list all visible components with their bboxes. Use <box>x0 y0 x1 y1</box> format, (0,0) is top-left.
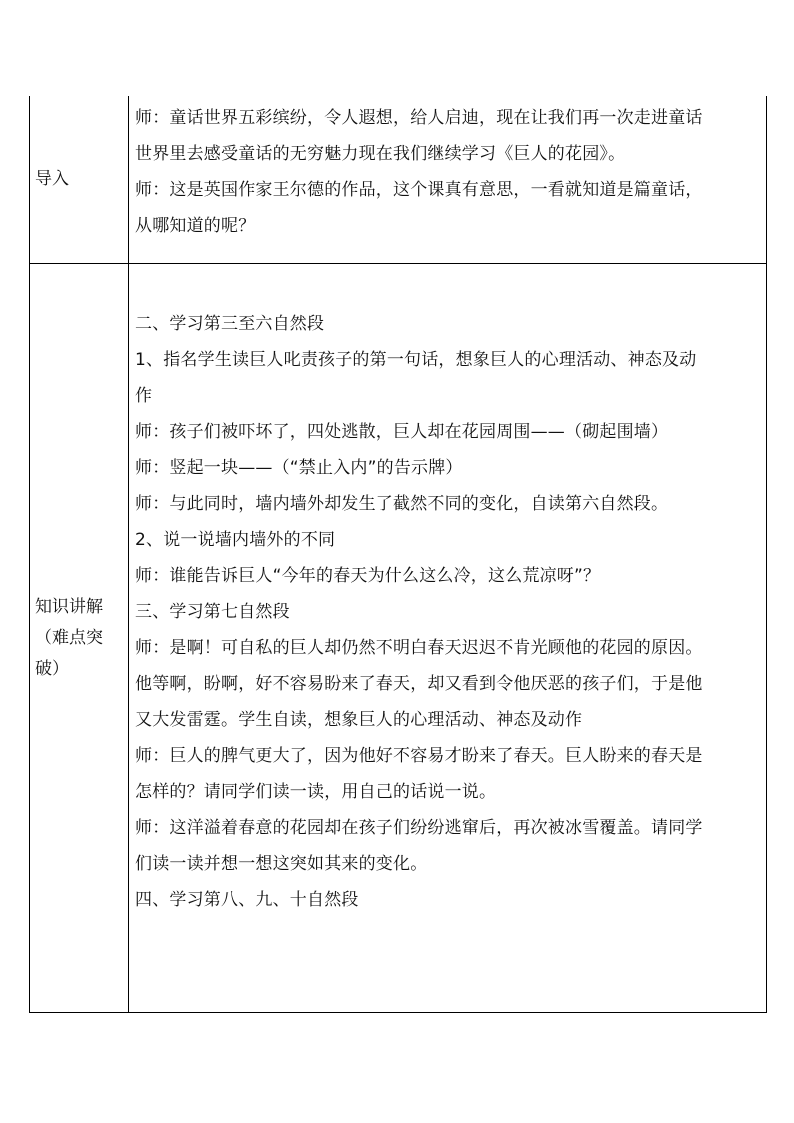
knowledge-content-cell <box>129 264 766 1012</box>
knowledge-line: 三、学习第七自然段 <box>135 602 290 622</box>
knowledge-label-cell <box>30 264 129 1012</box>
knowledge-row <box>30 263 766 1012</box>
knowledge-line: 们读一读并想一想这突如其来的变化。 <box>135 854 428 874</box>
intro-line: 师：这是英国作家王尔德的作品，这个课真有意思，一看就知道是篇童话， <box>135 180 703 200</box>
knowledge-line: 又大发雷霆。学生自读，想象巨人的心理活动、神态及动作 <box>135 710 583 730</box>
intro-line: 世界里去感受童话的无穷魅力现在我们继续学习《巨人的花园》。 <box>135 144 626 164</box>
knowledge-label-line: （难点突 <box>35 627 103 648</box>
knowledge-line: 师：是啊！可自私的巨人却仍然不明白春天迟迟不肯光顾他的花园的原因。 <box>135 638 703 658</box>
knowledge-label-line: 知识讲解 <box>35 596 103 617</box>
knowledge-line: 四、学习第八、九、十自然段 <box>135 890 359 910</box>
knowledge-line: 师：竖起一块——（“禁止入内”的告示牌） <box>135 458 463 478</box>
knowledge-line: 师：这洋溢着春意的花园却在孩子们纷纷逃窜后，再次被冰雪覆盖。请同学 <box>135 818 703 838</box>
knowledge-line: 二、学习第三至六自然段 <box>135 314 325 334</box>
knowledge-label-line: 破） <box>35 658 69 679</box>
knowledge-line: 师：与此同时，墙内墙外却发生了截然不同的变化，自读第六自然段。 <box>135 494 669 514</box>
knowledge-line: 师：孩子们被吓坏了，四处逃散，巨人却在花园周围——（砌起围墙） <box>135 422 669 442</box>
knowledge-line: 师：巨人的脾气更大了，因为他好不容易才盼来了春天。巨人盼来的春天是 <box>135 746 703 766</box>
intro-row <box>30 96 766 263</box>
lesson-table <box>29 96 767 1013</box>
knowledge-line: 他等啊，盼啊，好不容易盼来了春天，却又看到令他厌恶的孩子们，于是他 <box>135 674 703 694</box>
intro-label: 导入 <box>35 169 69 189</box>
intro-label-cell <box>30 96 129 263</box>
intro-line: 师：童话世界五彩缤纷，令人遐想，给人启迪，现在让我们再一次走进童话 <box>135 108 703 128</box>
knowledge-line: 怎样的？请同学们读一读，用自己的话说一说。 <box>135 782 497 802</box>
knowledge-line: 1、指名学生读巨人叱责孩子的第一句话，想象巨人的心理活动、神态及动 <box>135 350 697 370</box>
knowledge-line: 师：谁能告诉巨人“今年的春天为什么这么冷，这么荒凉呀”？ <box>135 566 601 586</box>
intro-content-cell <box>129 96 766 263</box>
intro-line: 从哪知道的呢？ <box>135 216 256 236</box>
knowledge-line: 2、说一说墙内墙外的不同 <box>135 530 336 550</box>
knowledge-line: 作 <box>135 386 153 406</box>
